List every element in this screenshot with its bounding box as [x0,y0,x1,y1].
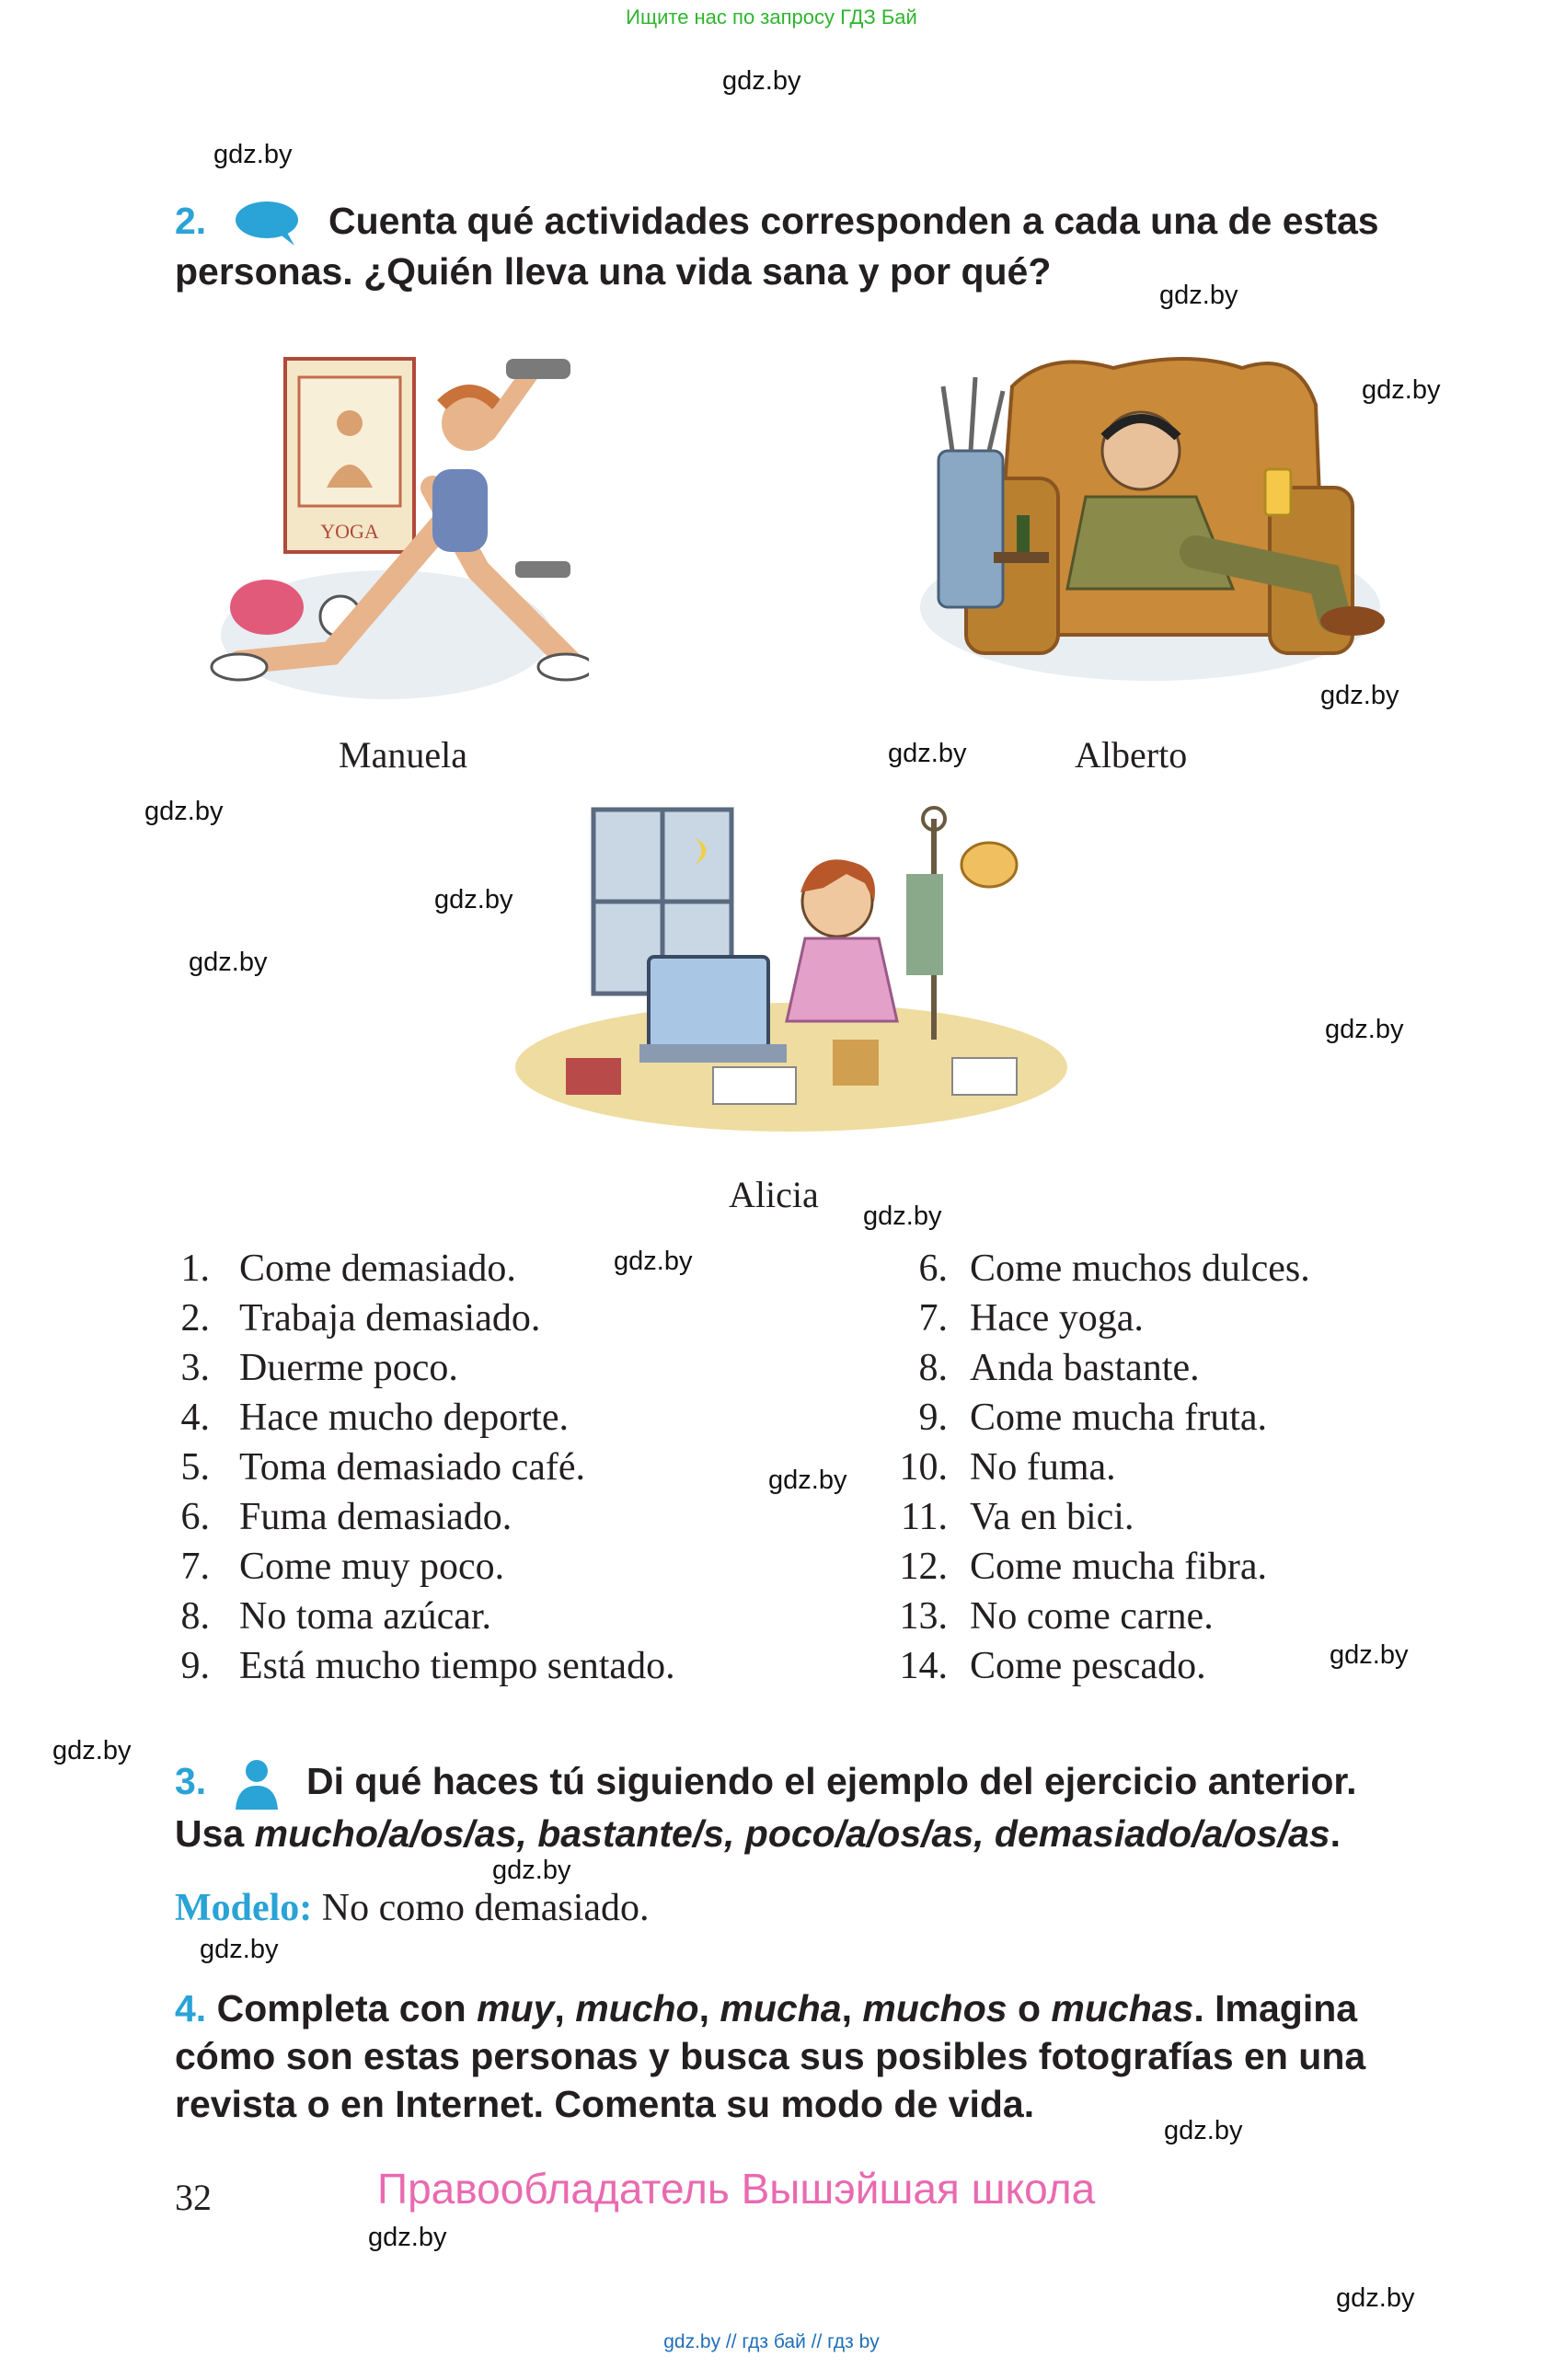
watermark: gdz.by [200,1935,279,1964]
list-item: 9. Come mucha fruta. [918,1397,1268,1439]
manuela-illustration [202,340,589,699]
watermark: gdz.by [1159,281,1238,310]
modelo-text: No como demasiado. [321,1887,650,1929]
exercise-number: 4. [175,1987,207,2029]
list-item: 6. Come muchos dulces. [918,1247,1310,1290]
watermark: gdz.by [144,797,224,826]
list-item: 14. Come pescado. [899,1645,1206,1687]
top-banner: Ищите нас по запросу ГДЗ Бай [626,6,917,29]
list-item: 1. Come demasiado. [180,1247,516,1290]
list-item: 13. No come carne. [899,1595,1214,1638]
watermark: gdz.by [52,1736,132,1765]
list-item: 8. No toma azúcar. [180,1595,492,1638]
watermark: gdz.by [368,2223,447,2252]
exercise-2-text: Cuenta qué actividades corresponden a cada una de estas personas. ¿Quién lleva una vida sana y por qué? [175,200,1379,293]
list-item: 9. Está mucho tiempo sentado. [180,1645,675,1687]
watermark: gdz.by [1336,2283,1415,2313]
modelo-label: Modelo: [175,1887,313,1929]
list-item: 2. Trabaja demasiado. [180,1297,541,1339]
rights-holder: Правообладатель Вышэйшая школа [377,2165,1096,2213]
list-item: 7. Hace yoga. [918,1297,1144,1339]
exercise-3-instruction: 3. Di qué haces tú siguiendo el ejemplo del ejercicio anterior. Usa mucho/a/os/as, bastante/s, poco/a/os/as, demasiado/a/os/as. [175,1760,1357,1856]
watermark: gdz.by [1164,2116,1243,2145]
watermark: gdz.by [434,885,513,914]
list-item: 10. No fuma. [899,1446,1116,1489]
exercise-2-instruction [175,197,1408,295]
watermark: gdz.by [1362,375,1441,405]
watermark: gdz.by [189,948,268,977]
list-item: 6. Fuma demasiado. [180,1496,512,1538]
exercise-3-words: mucho/a/os/as, bastante/s, poco/a/os/as, demasiado/a/os/as [254,1812,1330,1856]
watermark: gdz.by [768,1466,847,1495]
list-item: 12. Come mucha fibra. [899,1546,1268,1588]
exercise-number: 2. [175,200,207,242]
caption-manuela: Manuela [339,734,467,776]
watermark: gdz.by [1325,1015,1404,1044]
watermark: gdz.by [888,739,967,768]
person-icon [234,1758,280,1810]
page-number: 32 [175,2177,212,2218]
watermark: gdz.by [213,140,293,169]
exercise-4-instruction: 4. Completa con muy, mucho, mucha, muchos o muchas. Imagina cómo son estas personas y busca sus posibles fotografías en una revista o en Internet. Comenta su modo de vida. [175,1987,1366,2125]
bottom-banner: gdz.by // гдз бай // гдз by [663,2331,880,2352]
list-item: 8. Anda bastante. [918,1347,1200,1389]
list-item: 3. Duerme poco. [180,1347,458,1389]
caption-alberto: Alberto [1075,734,1188,776]
exercise-3-line1: Di qué haces tú siguiendo el ejemplo del ejercicio anterior. [306,1760,1357,1802]
caption-alicia: Alicia [729,1174,819,1215]
modelo-example [175,1886,650,1930]
list-item: 7. Come muy poco. [180,1546,505,1588]
alberto-illustration [902,350,1389,699]
list-item: 4. Hace mucho deporte. [180,1397,570,1439]
watermark: gdz.by [492,1856,571,1885]
list-item: 5. Toma demasiado café. [180,1446,586,1489]
speech-bubble-icon [234,200,302,247]
svg-text:YOGA: YOGA [320,520,379,543]
watermark: gdz.by [863,1201,942,1231]
watermark: gdz.by [1330,1640,1409,1670]
watermark: gdz.by [722,66,801,96]
list-item: 11. Va en bici. [901,1496,1134,1538]
watermark: gdz.by [1320,681,1399,710]
activity-list-left [175,1244,675,1691]
exercise-number: 3. [175,1760,207,1802]
activity-list-right [891,1244,1310,1691]
watermark: gdz.by [614,1247,693,1276]
alicia-illustration [511,800,1072,1132]
